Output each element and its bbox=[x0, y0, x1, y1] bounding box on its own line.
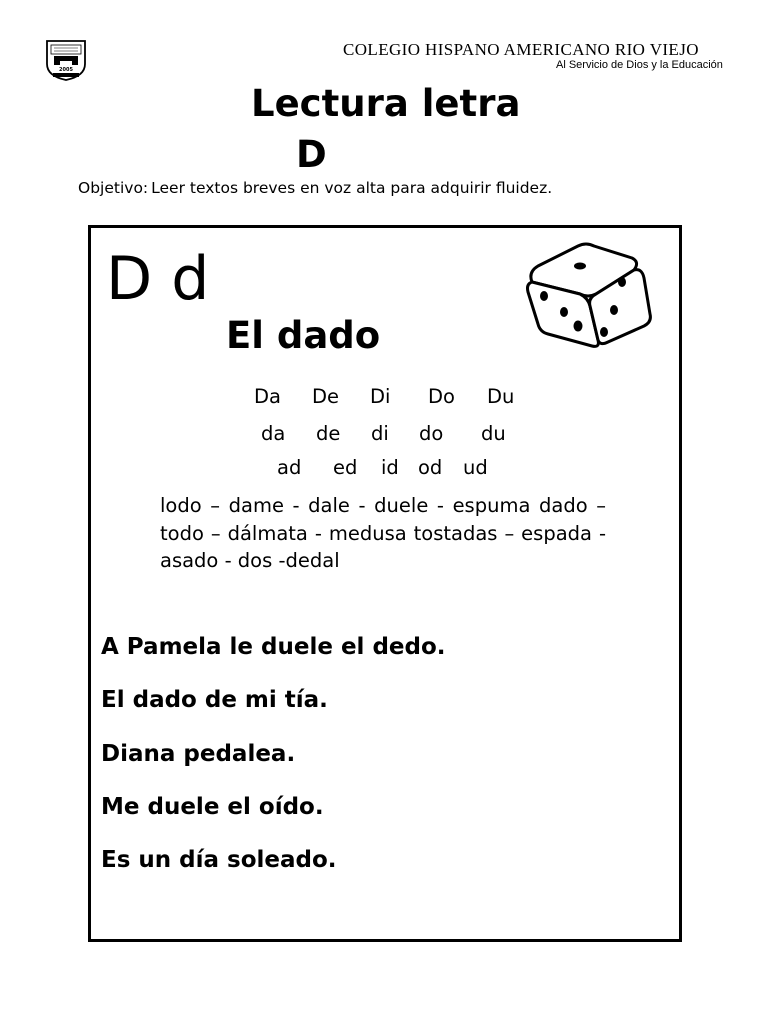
syllable: De bbox=[312, 385, 340, 408]
logo-year: 2005 bbox=[59, 67, 73, 73]
letter-pair: D d bbox=[106, 244, 210, 314]
syllable: Du bbox=[487, 385, 515, 408]
syllable: da bbox=[261, 422, 286, 445]
syllable: ad bbox=[277, 456, 302, 479]
syllable: du bbox=[481, 422, 506, 445]
sentence: El dado de mi tía. bbox=[101, 687, 328, 713]
objective-text: Leer textos breves en voz alta para adquirir fluidez. bbox=[151, 179, 553, 197]
syllable: do bbox=[419, 422, 444, 445]
school-name: COLEGIO HISPANO AMERICANO RIO VIEJO bbox=[343, 40, 699, 59]
sentence: Me duele el oído. bbox=[101, 794, 324, 820]
school-tagline: Al Servicio de Dios y la Educación bbox=[556, 59, 723, 71]
school-crest-icon bbox=[44, 38, 88, 82]
sentence: Es un día soleado. bbox=[101, 847, 337, 873]
syllable: id bbox=[381, 456, 399, 479]
sentence: Diana pedalea. bbox=[101, 741, 296, 767]
sentence: A Pamela le duele el dedo. bbox=[101, 634, 446, 660]
page-title-line1: Lectura letra bbox=[251, 82, 521, 125]
word-title: El dado bbox=[226, 314, 381, 357]
page-title-line2: D bbox=[296, 133, 327, 176]
syllable: ud bbox=[463, 456, 488, 479]
syllable: di bbox=[371, 422, 389, 445]
syllable: Do bbox=[428, 385, 455, 408]
word-list: lodo – dame - dale - duele - espuma dado – todo – dálmata - medusa tostadas – espada - asado - dos -dedal bbox=[160, 494, 606, 572]
objective bbox=[78, 179, 552, 197]
syllable: od bbox=[418, 456, 443, 479]
syllable: de bbox=[316, 422, 341, 445]
syllable: ed bbox=[333, 456, 358, 479]
objective-label: Objetivo: bbox=[78, 179, 149, 197]
syllable: Di bbox=[370, 385, 391, 408]
dice-icon bbox=[520, 236, 658, 352]
syllable: Da bbox=[254, 385, 281, 408]
